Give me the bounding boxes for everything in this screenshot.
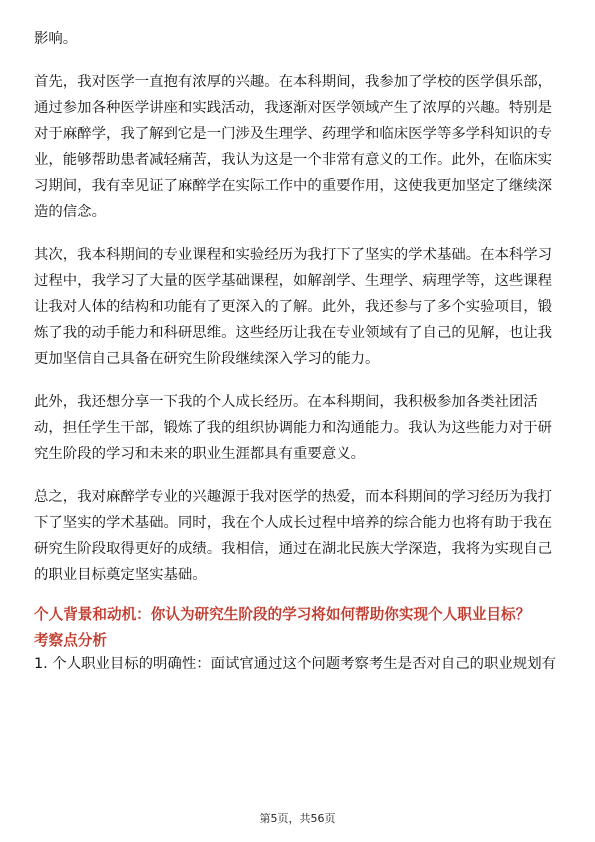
question-heading: 个人背景和动机：你认为研究生阶段的学习将如何帮助你实现个人职业目标？: [34, 606, 531, 623]
paragraph-academic: 其次，我本科期间的专业课程和实验经历为我打下了坚实的学术基础。在本科学习过程中，我学习了大量的医学基础课程，如解剖学、生理学、病理学等，这些课程让我对人体的结构和功能有了更深入的了解。此外，我还参与了多个实验项目，锻炼了我的动手能力和科研思维。这些经历让我在专业领域有了自己的见解，也让我更加坚信自己具备在研究生阶段继续深入学习的能力。: [34, 247, 553, 367]
paragraph-gap: [34, 52, 562, 69]
paragraph-gap: [34, 225, 562, 242]
analysis-line: 1. 个人职业目标的明确性：面试官通过这个问题考察考生是否对自己的职业规划有: [34, 656, 556, 672]
paragraph-growth: 此外，我还想分享一下我的个人成长经历。在本科期间，我积极参加各类社团活动，担任学生干部，锻炼了我的组织协调能力和沟通能力。我认为这些能力对于研究生阶段的学习和未来的职业生涯都具有重要意义。: [34, 394, 553, 462]
paragraph-interest: 首先，我对医学一直抱有浓厚的兴趣。在本科期间，我参加了学校的医学俱乐部，通过参加各种医学讲座和实践活动，我逐渐对医学领域产生了浓厚的兴趣。特别是对于麻醉学，我了解到它是一门涉及生理学、药理学和临床医学等多学科知识的专业，能够帮助患者减轻痛苦，我认为这是一个非常有意义的工作。此外，在临床实习期间，我有幸见证了麻醉学在实际工作中的重要作用，这使我更加坚定了继续深造的信念。: [34, 74, 553, 220]
analysis-heading: 考察点分析: [34, 632, 107, 649]
paragraph-gap: [34, 467, 562, 484]
paragraph-summary: 总之，我对麻醉学专业的兴趣源于我对医学的热爱，而本科期间的学习经历为我打下了坚实的学术基础。同时，我在个人成长过程中培养的综合能力也将有助于我在研究生阶段取得更好的成绩。我相信，通过在湖北民族大学深造，我将为实现自己的职业目标奠定坚实基础。: [34, 489, 553, 583]
paragraph-continuation: 影响。: [34, 31, 78, 47]
paragraph-gap: [34, 372, 562, 389]
page-content: [34, 26, 562, 676]
page-footer: 第5页，共56页: [259, 812, 336, 825]
section-gap: [34, 588, 562, 604]
